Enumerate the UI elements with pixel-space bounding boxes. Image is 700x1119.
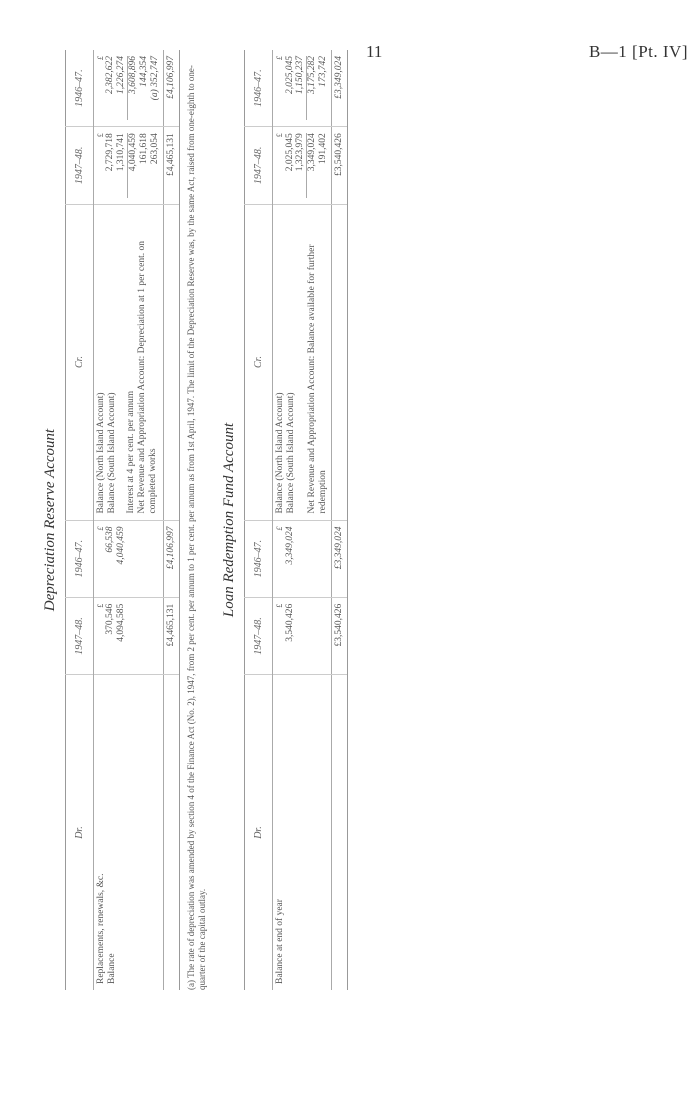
cr-year2-header: 1946–47. bbox=[245, 50, 273, 127]
cr-value: 1,323,979 bbox=[295, 133, 306, 172]
dr-year2-header: 1946–47. bbox=[66, 520, 94, 597]
cr-total-year1: £3,540,426 bbox=[332, 127, 348, 204]
table-header-row bbox=[66, 50, 94, 990]
cr-value: 2,382,622 bbox=[105, 56, 116, 94]
cr-subtotal: 4,040,459 bbox=[127, 133, 139, 197]
cr-value: 2,025,045 bbox=[284, 133, 295, 172]
dr-total-spacer bbox=[163, 675, 179, 990]
rotated-page-content bbox=[42, 50, 522, 990]
cr-header: Cr. bbox=[245, 204, 273, 520]
cr-year1-header: 1947–48. bbox=[245, 127, 273, 204]
currency-symbol: £ bbox=[275, 56, 285, 60]
dr-total-year1: £3,540,426 bbox=[332, 597, 348, 674]
depreciation-footnote: (a) The rate of depreciation was amended by section 4 of the Finance Act (No. 2), 1947, from 2 per cent. per annum to 1 per cent. per annum as from 1st April, 1947. The limit of the Depreciation Reserve was, by the same Act, raised from one-eighth to one-quarter of the capital outlay. bbox=[185, 65, 207, 990]
currency-symbol: £ bbox=[275, 133, 285, 138]
dr-year1-values bbox=[94, 597, 164, 674]
depreciation-reserve-title: Depreciation Reserve Account bbox=[42, 428, 58, 612]
cr-subtotal: 3,349,024 bbox=[306, 133, 318, 197]
dr-total-year1: £4,465,131 bbox=[163, 597, 179, 674]
currency-symbol: £ bbox=[96, 133, 105, 138]
cr-year1-values bbox=[94, 127, 164, 204]
dr-value: 370,546 bbox=[105, 603, 116, 635]
cr-value: 144,354 bbox=[138, 56, 149, 87]
dr-label: Replacements, renewals, &c. bbox=[96, 873, 106, 984]
dr-year1-values bbox=[273, 597, 332, 674]
dr-value: 4,040,459 bbox=[116, 526, 127, 565]
cr-total-year2: £3,349,024 bbox=[332, 50, 348, 127]
cr-value: 2,025,045 bbox=[284, 56, 295, 94]
cr-value: 173,742 bbox=[318, 56, 329, 87]
cr-value: 263,054 bbox=[149, 133, 160, 165]
page-reference: B—1 [Pt. IV] bbox=[588, 42, 688, 61]
cr-value: 161,618 bbox=[138, 133, 149, 165]
cr-value: 1,226,274 bbox=[116, 56, 127, 94]
totals-row bbox=[163, 50, 179, 990]
dr-total-year2: £4,106,997 bbox=[163, 520, 179, 597]
cr-label: Balance (North Island Account) bbox=[96, 392, 106, 514]
currency-symbol: £ bbox=[96, 56, 105, 60]
cr-label: Balance (North Island Account) bbox=[275, 392, 286, 514]
loan-redemption-title: Loan Redemption Fund Account bbox=[221, 422, 238, 618]
cr-year2-values bbox=[94, 50, 164, 127]
depreciation-reserve-table bbox=[65, 50, 180, 990]
dr-label: Balance at end of year bbox=[275, 899, 286, 984]
dr-value: 3,349,024 bbox=[284, 526, 295, 565]
cr-label: Interest at 4 per cent. per annum bbox=[125, 390, 136, 514]
cr-labels bbox=[273, 204, 332, 520]
dr-year1-header: 1947–48. bbox=[245, 597, 273, 674]
dr-year2-values bbox=[94, 520, 164, 597]
currency-symbol: £ bbox=[275, 603, 285, 608]
currency-symbol: £ bbox=[275, 526, 285, 531]
dr-total-year2: £3,349,024 bbox=[332, 520, 348, 597]
cr-total-year2: £4,106,997 bbox=[163, 50, 179, 127]
cr-total-spacer bbox=[163, 204, 179, 520]
cr-year1-header: 1947–48. bbox=[66, 127, 94, 204]
cr-subtotal: 3,608,896 bbox=[127, 56, 139, 120]
dr-value: 66,538 bbox=[105, 526, 116, 553]
dr-total-spacer bbox=[332, 675, 348, 990]
cr-year1-values bbox=[273, 127, 332, 204]
dr-value: 3,540,426 bbox=[284, 603, 295, 642]
dr-value: 4,094,585 bbox=[116, 603, 127, 642]
cr-year2-values bbox=[273, 50, 332, 127]
cr-label: Balance (South Island Account) bbox=[106, 392, 117, 514]
dr-label: Balance bbox=[106, 953, 117, 984]
totals-row bbox=[332, 50, 348, 990]
currency-symbol: £ bbox=[96, 526, 105, 531]
dr-year2-values bbox=[273, 520, 332, 597]
loan-redemption-table bbox=[244, 50, 348, 990]
cr-total-year1: £4,465,131 bbox=[163, 127, 179, 204]
cr-labels bbox=[94, 204, 164, 520]
dr-header: Dr. bbox=[66, 675, 94, 990]
cr-total-spacer bbox=[332, 204, 348, 520]
cr-label: Balance (South Island Account) bbox=[286, 392, 297, 514]
cr-value: 2,729,718 bbox=[105, 133, 116, 172]
dr-year2-header: 1946–47. bbox=[245, 520, 273, 597]
table-header-row bbox=[245, 50, 273, 990]
dr-labels bbox=[273, 675, 332, 990]
cr-value: (a) 352,747 bbox=[149, 56, 160, 101]
dr-header: Dr. bbox=[245, 675, 273, 990]
cr-label: Net Revenue and Appropriation Account: Balance available for further redemption bbox=[307, 244, 329, 514]
cr-subtotal: 3,175,282 bbox=[306, 56, 318, 120]
dr-year1-header: 1947–48. bbox=[66, 597, 94, 674]
page-number: 11 bbox=[366, 42, 383, 61]
cr-year2-header: 1946–47. bbox=[66, 50, 94, 127]
cr-value: 1,310,741 bbox=[116, 133, 127, 172]
dr-labels bbox=[94, 675, 164, 990]
cr-value: 191,402 bbox=[318, 133, 329, 165]
table-row bbox=[94, 50, 164, 990]
table-row bbox=[273, 50, 332, 990]
cr-value: 1,150,237 bbox=[295, 56, 306, 94]
cr-header: Cr. bbox=[66, 204, 94, 520]
currency-symbol: £ bbox=[96, 603, 105, 608]
cr-label: Net Revenue and Appropriation Account: Depreciation at 1 per cent. on completed works bbox=[136, 241, 158, 514]
